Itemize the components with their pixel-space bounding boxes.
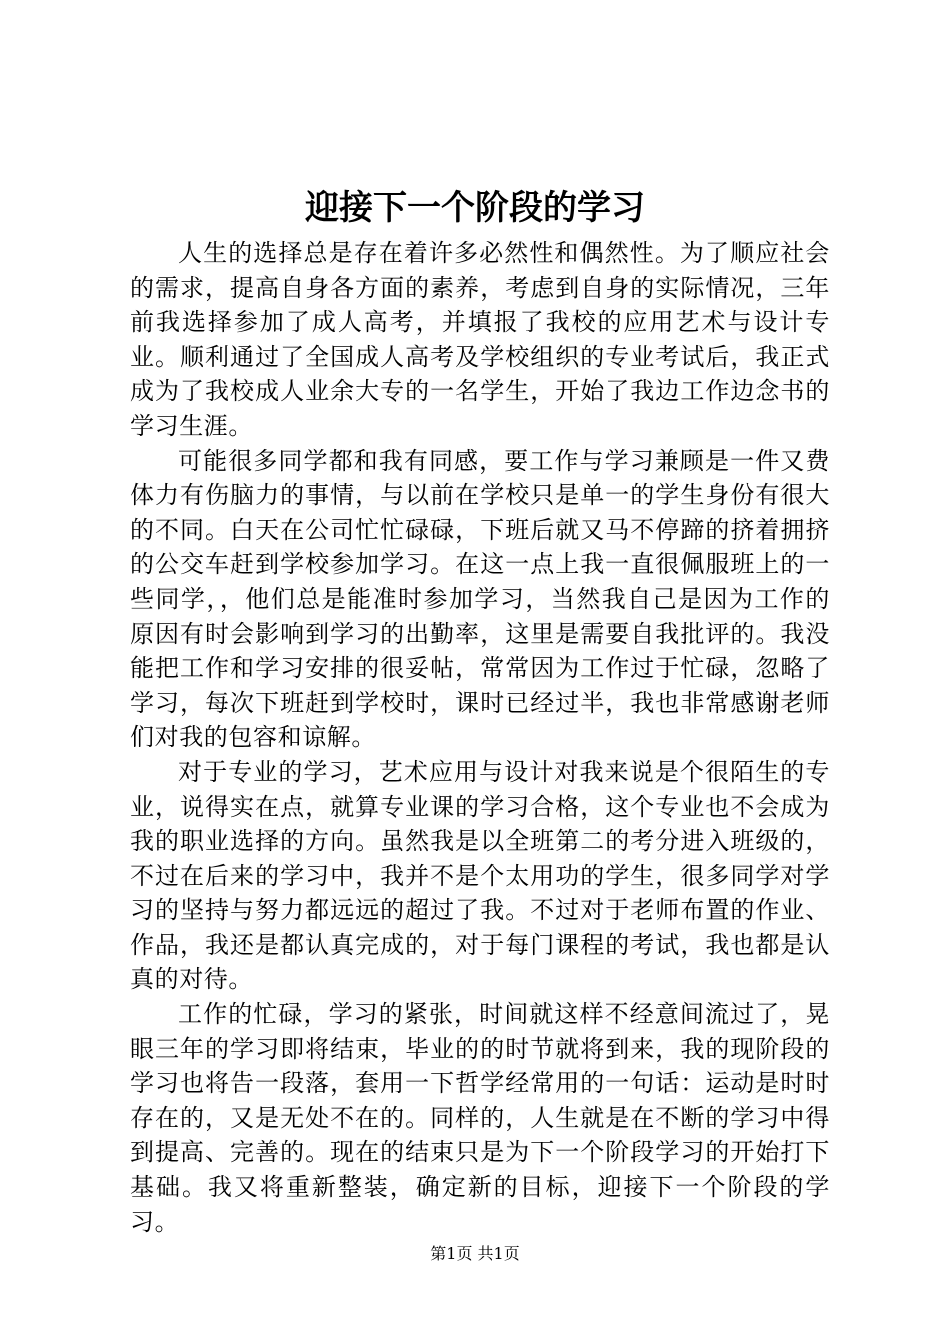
paragraph-1: 人生的选择总是存在着许多必然性和偶然性。为了顺应社会的需求，提高自身各方面的素养，考虑到自身的实际情况，三年前我选择参加了成人高考，并填报了我校的应用艺术与设计专业。顺利通过了全国成人高考及学校组织的专业考试后，我正式成为了我校成人业余大专的一名学生，开始了我边工作边念书的学习生涯。 <box>130 239 830 440</box>
page-title: 迎接下一个阶段的学习 <box>305 188 645 228</box>
paragraph-4: 工作的忙碌，学习的紧张，时间就这样不经意间流过了，晃眼三年的学习即将结束，毕业的的时节就将到来，我的现阶段的学习也将告一段落，套用一下哲学经常用的一句话：运动是时时存在的，又是无处不在的。同样的，人生就是在不断的学习中得到提高、完善的。现在的结束只是为下一个阶段学习的开始打下基础。我又将重新整装，确定新的目标，迎接下一个阶段的学习。 <box>130 1000 830 1236</box>
document-body <box>130 236 830 1239</box>
page-footer: 第1页 共1页 <box>430 1244 520 1263</box>
paragraph-2: 可能很多同学都和我有同感，要工作与学习兼顾是一件又费体力有伤脑力的事情，与以前在学校只是单一的学生身份有很大的不同。白天在公司忙忙碌碌，下班后就又马不停蹄的挤着拥挤的公交车赶到学校参加学习。在这一点上我一直很佩服班上的一些同学，，他们总是能准时参加学习，当然我自己是因为工作的原因有时会影响到学习的出勤率，这里是需要自我批评的。我没能把工作和学习安排的很妥帖，常常因为工作过于忙碌，忽略了学习，每次下班赶到学校时，课时已经过半，我也非常感谢老师们对我的包容和谅解。 <box>130 446 830 752</box>
paragraph-3: 对于专业的学习，艺术应用与设计对我来说是个很陌生的专业，说得实在点，就算专业课的学习合格，这个专业也不会成为我的职业选择的方向。虽然我是以全班第二的考分进入班级的，不过在后来的学习中，我并不是个太用功的学生，很多同学对学习的坚持与努力都远远的超过了我。不过对于老师布置的作业、作品，我还是都认真完成的，对于每门课程的考试，我也都是认真的对待。 <box>130 757 830 994</box>
